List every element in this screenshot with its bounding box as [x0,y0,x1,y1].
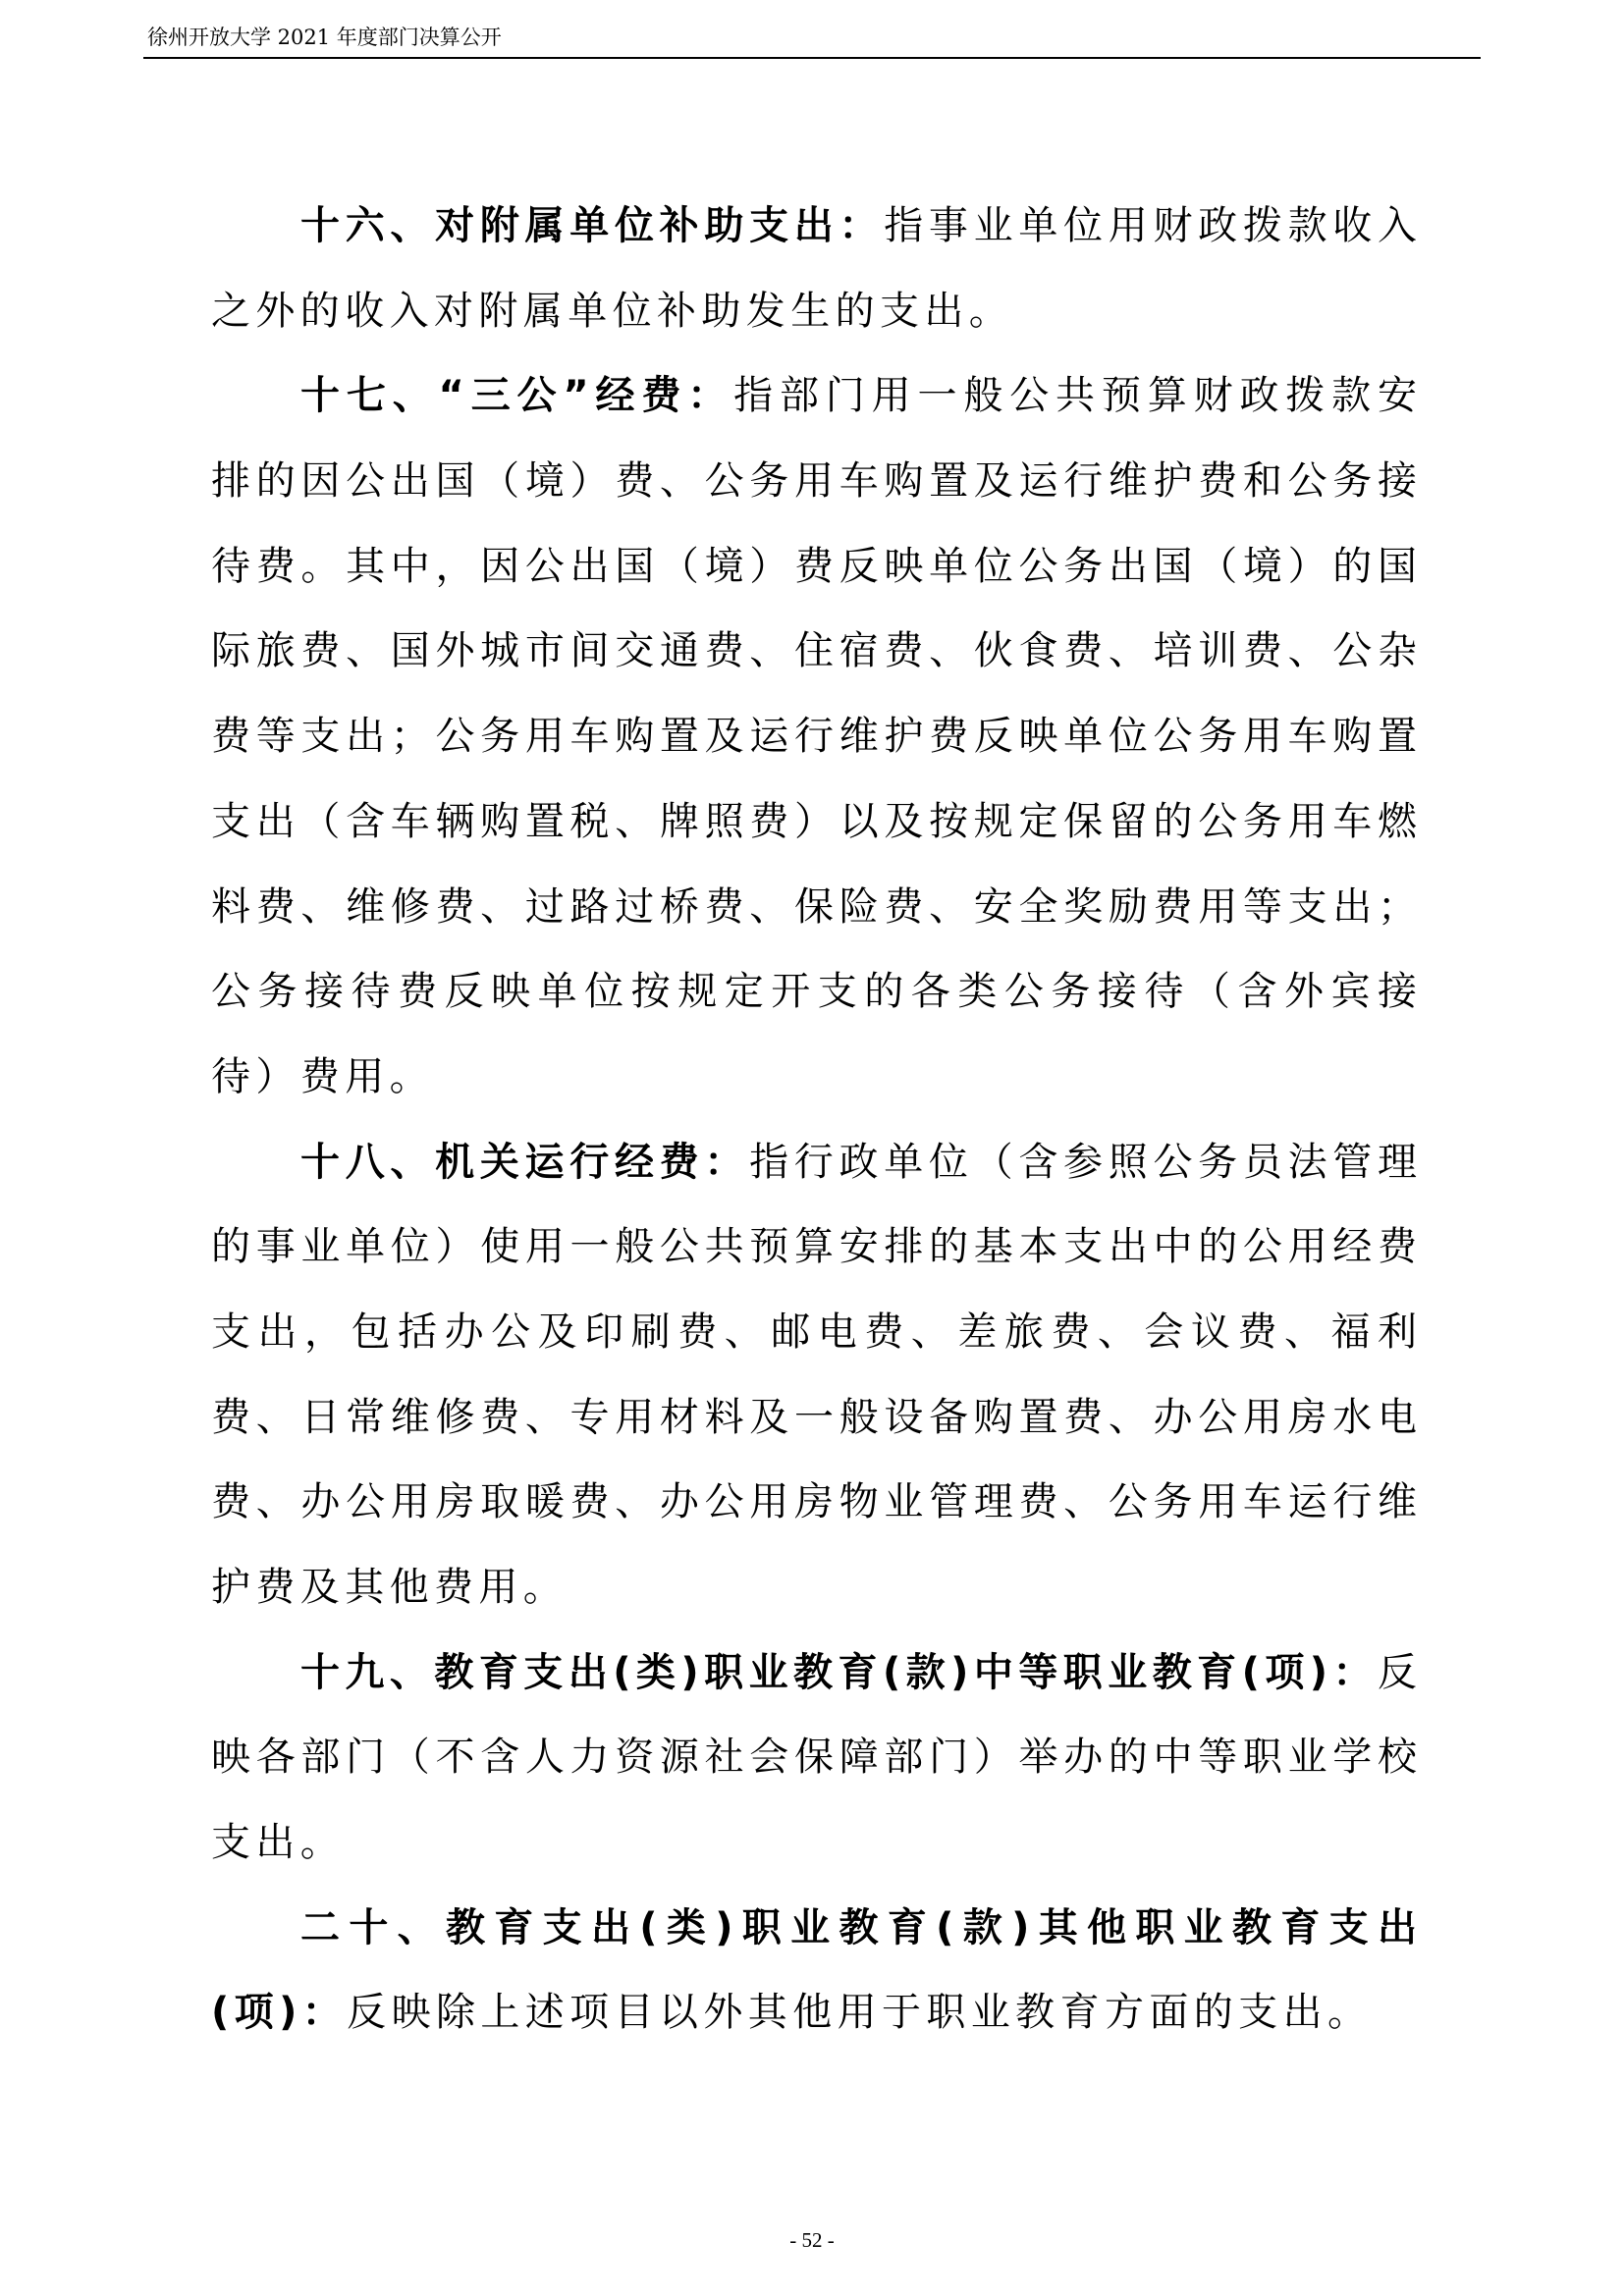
line-text: 反 [1378,1649,1423,1695]
term-heading: 十七、“三公”经费： [300,373,734,419]
text-line [211,1386,1423,1471]
line-text: 公务接待费反映单位按规定开支的各类公务接待（含外宾接 [211,969,1425,1015]
text-line [211,364,1424,450]
text-line [211,1896,1427,1982]
line-text: 际旅费、国外城市间交通费、住宿费、伙食费、培训费、公杂 [211,628,1423,674]
text-line [211,1215,1423,1301]
text-line [211,1641,1423,1727]
line-text: 待）费用。 [211,1053,434,1099]
line-text: 料费、维修费、过路过桥费、保险费、安全奖励费用等支出； [211,883,1423,930]
paragraph-18 [211,1131,1425,1641]
term-heading: (项)： [211,1990,348,2036]
page-number: - 52 - [789,2228,835,2252]
text-line [211,194,1423,280]
line-text: 的事业单位）使用一般公共预算安排的基本支出中的公用经费 [211,1224,1423,1270]
line-text: 指行政单位（含参照公务员法管理 [749,1139,1423,1185]
text-line [211,1556,1417,1641]
text-line [211,1301,1425,1386]
line-text: 支出，包括办公及印刷费、邮电费、差旅费、会议费、福利 [211,1308,1425,1355]
text-line [211,1131,1423,1216]
line-text: 之外的收入对附属单位补助发生的支出。 [211,288,1014,334]
text-line [211,535,1423,620]
text-line [211,960,1425,1045]
text-line [211,619,1423,705]
line-text: 待费。其中，因公出国（境）费反映单位公务出国（境）的国 [211,543,1423,589]
line-text: 费等支出；公务用车购置及运行维护费反映单位公务用车购置 [211,714,1423,760]
text-line [211,876,1423,961]
line-text: 支出（含车辆购置税、牌照费）以及按规定保留的公务用车燃 [211,798,1423,844]
line-text: 指事业单位用财政拨款收入 [884,203,1423,248]
text-line [211,1470,1423,1556]
line-text: 反映除上述项目以外其他用于职业教育方面的支出。 [347,1990,1373,2036]
term-heading: 十六、对附属单位补助支出： [300,203,885,248]
line-text: 费、办公用房取暖费、办公用房物业管理费、公务用车运行维 [211,1479,1423,1525]
text-line [211,1726,1423,1811]
line-text: 费、日常维修费、专用材料及一般设备购置费、办公用房水电 [211,1394,1423,1440]
header-rule [143,57,1481,59]
term-heading: 十九、教育支出(类)职业教育(款)中等职业教育(项)： [300,1649,1378,1695]
header-title: 徐州开放大学 2021 年度部门决算公开 [147,26,502,49]
line-text: 排的因公出国（境）费、公务用车购置及运行维护费和公务接 [211,458,1423,505]
text-line [211,280,1417,365]
line-text: 支出。 [211,1820,346,1866]
term-heading: 二十、教育支出(类)职业教育(款)其他职业教育支出 [300,1904,1427,1950]
term-heading: 十八、机关运行经费： [300,1139,750,1185]
text-line [211,450,1423,535]
paragraph-16 [211,194,1423,364]
line-text: 指部门用一般公共预算财政拨款安 [733,373,1424,419]
line-text: 映各部门（不含人力资源社会保障部门）举办的中等职业学校 [211,1735,1423,1781]
paragraph-19 [211,1641,1423,1896]
paragraph-20 [211,1896,1427,2066]
text-line [211,1981,1417,2066]
paragraph-17 [211,364,1425,1130]
line-text: 护费及其他费用。 [211,1565,568,1610]
text-line [211,790,1423,876]
text-line [211,705,1423,790]
body-text [211,194,1427,2066]
text-line [211,1811,1417,1896]
text-line [211,1045,1417,1131]
